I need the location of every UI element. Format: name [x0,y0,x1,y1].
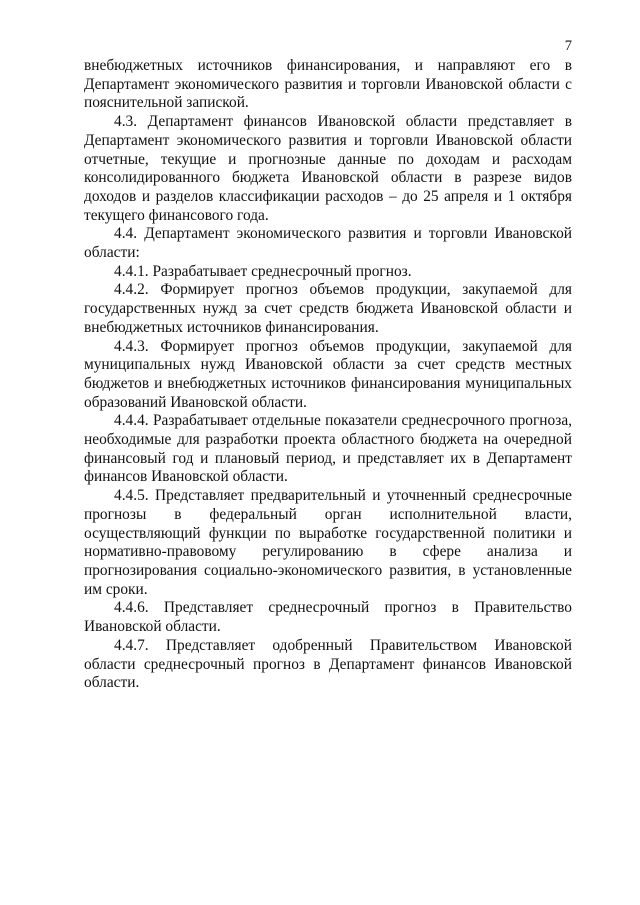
paragraph-4-4-3: 4.4.3. Формирует прогноз объемов продукции, закупаемой для муниципальных нужд Ивановской области за счет средств местных бюджетов и внебюджетных источников финансирования муниципальных образований Ивановской области. [84,337,572,411]
page-number: 7 [564,38,572,54]
paragraph-4-4-7: 4.4.7. Представляет одобренный Правительством Ивановской области среднесрочный прогноз в Департамент финансов Ивановской области. [84,636,572,692]
paragraph-4-4-4: 4.4.4. Разрабатывает отдельные показатели среднесрочного прогноза, необходимые для разработки проекта областного бюджета на очередной финансовый год и плановый период, и представляет их в Департамент финансов Ивановской области. [84,412,572,486]
paragraph-continuation: внебюджетных источников финансирования, и направляют его в Департамент экономического развития и торговли Ивановской области с пояснительной запиской. [84,57,572,112]
paragraph-4-3: 4.3. Департамент финансов Ивановской области представляет в Департамент экономического развития и торговли Ивановской области отчетные, текущие и прогнозные данные по доходам и расходам консолидированного бюджета Ивановской области в разрезе видов доходов и разделов классификации расходов – до 25 апреля и 1 октября текущего финансового года. [84,113,572,224]
paragraph-4-4-6: 4.4.6. Представляет среднесрочный прогноз в Правительство Ивановской области. [84,599,572,636]
paragraph-4-4-1: 4.4.1. Разрабатывает среднесрочный прогноз. [114,262,412,280]
paragraph-4-4-2: 4.4.2. Формирует прогноз объемов продукции, закупаемой для государственных нужд за счет средств бюджета Ивановской области и внебюджетных источников финансирования. [84,281,572,336]
document-body [84,57,572,693]
paragraph-4-4-5: 4.4.5. Представляет предварительный и уточненный среднесрочные прогнозы в федеральный орган исполнительной власти, осуществляющий функции по выработке государственной политики и нормативно-правовому регулированию в сфере анализа и прогнозирования социально-экономического развития, в установленные им сроки. [84,487,572,598]
paragraph-4-4: 4.4. Департамент экономического развития и торговли Ивановской области: [84,225,572,262]
